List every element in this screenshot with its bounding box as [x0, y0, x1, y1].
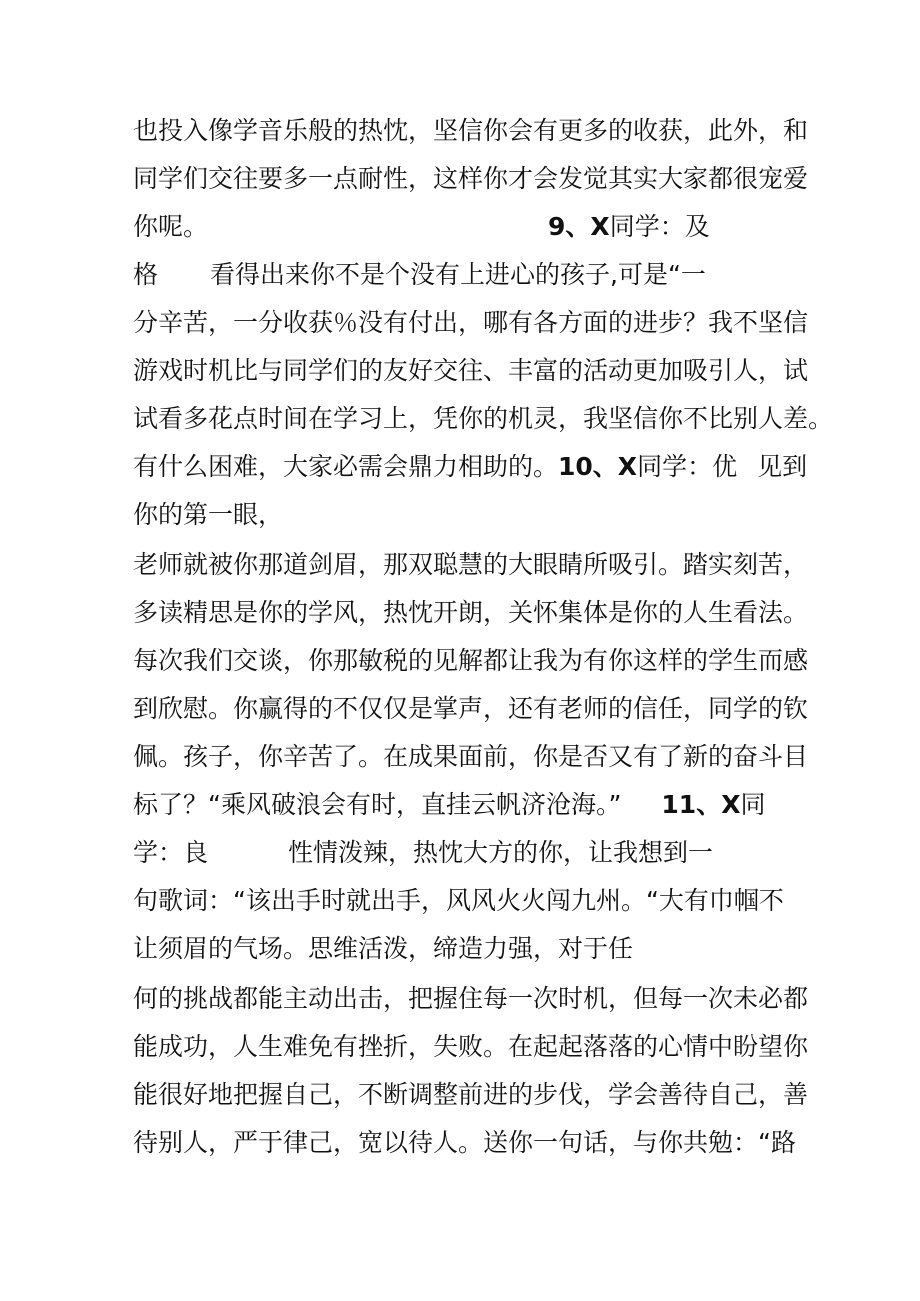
- text-line: [133, 1071, 808, 1119]
- grade-label: 格: [133, 260, 159, 289]
- line-text: 标了？“乘风破浪会有时，直挂云帆济沧海。”: [133, 790, 622, 819]
- text-line: [133, 491, 283, 539]
- line-text: 句歌词：“该出手时就出手，风风火火闯九州。“大有巾帼不: [133, 886, 784, 915]
- line-text: 能很好地把握自己，不断调整前进的步伐，学会善待自己，善: [133, 1080, 809, 1109]
- line-text: 能成功，人生难免有挫折，失败。在起起落落的心情中盼望你: [133, 1032, 809, 1061]
- text-line: [133, 155, 808, 203]
- line-text: 同: [740, 790, 766, 819]
- text-line: [133, 541, 808, 589]
- item-number: 11、X: [661, 790, 741, 819]
- line-text: 待别人，严于律己，宽以待人。送你一句话，与你共勉：“路: [133, 1128, 796, 1157]
- text-line: [133, 829, 713, 877]
- text-line: [133, 251, 706, 299]
- line-text: 何的挑战都能主动出击，把握住每一次时机，但每一次未必都: [133, 984, 809, 1013]
- line-text: 也投入像学音乐般的热忱，坚信你会有更多的收获，此外，和: [133, 116, 809, 145]
- line-text: 让须眉的气场。思维活泼，缔造力强，对于任: [133, 934, 634, 963]
- line-text: 你呢。: [133, 212, 209, 241]
- text-line: [133, 733, 808, 781]
- line-text: 同学：及: [609, 212, 710, 241]
- text-line: [133, 395, 833, 443]
- item-number: 10、X: [558, 452, 638, 481]
- line-text: 佩。孩子，你辛苦了。在成果面前，你是否又有了新的奋斗目: [133, 742, 809, 771]
- line-text: 见到: [757, 452, 808, 481]
- line-text: 性情泼辣，热忱大方的你，让我想到一: [288, 838, 714, 867]
- line-text: 你的第一眼，: [133, 500, 284, 529]
- text-line: [133, 347, 808, 395]
- text-line: [133, 781, 766, 829]
- text-line: [133, 1023, 808, 1071]
- text-line: [133, 877, 784, 925]
- line-text: 有什么困难，大家必需会鼎力相助的。: [133, 452, 559, 481]
- text-line: [133, 203, 710, 251]
- text-line: [133, 925, 633, 973]
- text-line: [133, 443, 807, 491]
- line-text: 每次我们交谈，你那敏税的见解都让我为有你这样的学生而感: [133, 646, 809, 675]
- text-line: [133, 107, 808, 155]
- line-text: 游戏时机比与同学们的友好交往、丰富的活动更加吸引人，试: [133, 356, 809, 385]
- line-text: 分辛苦，一分收获％没有付出，哪有各方面的进步？我不坚信: [133, 308, 809, 337]
- line-text: 同学们交往要多一点耐性，这样你才会发觉其实大家都很宠爱: [133, 164, 809, 193]
- line-text: 试看多花点时间在学习上，凭你的机灵，我坚信你不比别人差。: [133, 404, 834, 433]
- text-line: [133, 299, 808, 347]
- line-text: 多读精思是你的学风，热忱开朗，关怀集体是你的人生看法。: [133, 598, 809, 627]
- text-line: [133, 1119, 796, 1167]
- line-text: 同学：优: [637, 452, 738, 481]
- line-text: 老师就被你那道剑眉，那双聪慧的大眼睛所吸引。踏实刻苦，: [133, 550, 809, 579]
- text-line: [133, 637, 808, 685]
- line-text: 到欣慰。你赢得的不仅仅是掌声，还有老师的信任，同学的钦: [133, 694, 809, 723]
- text-line: [133, 589, 808, 637]
- text-line: [133, 685, 808, 733]
- item-number: 9、X: [548, 212, 610, 241]
- line-text: 看得出来你不是个没有上进心的孩子,可是“一: [210, 260, 706, 289]
- text-line: [133, 975, 808, 1023]
- grade-label: 学：良: [133, 838, 209, 867]
